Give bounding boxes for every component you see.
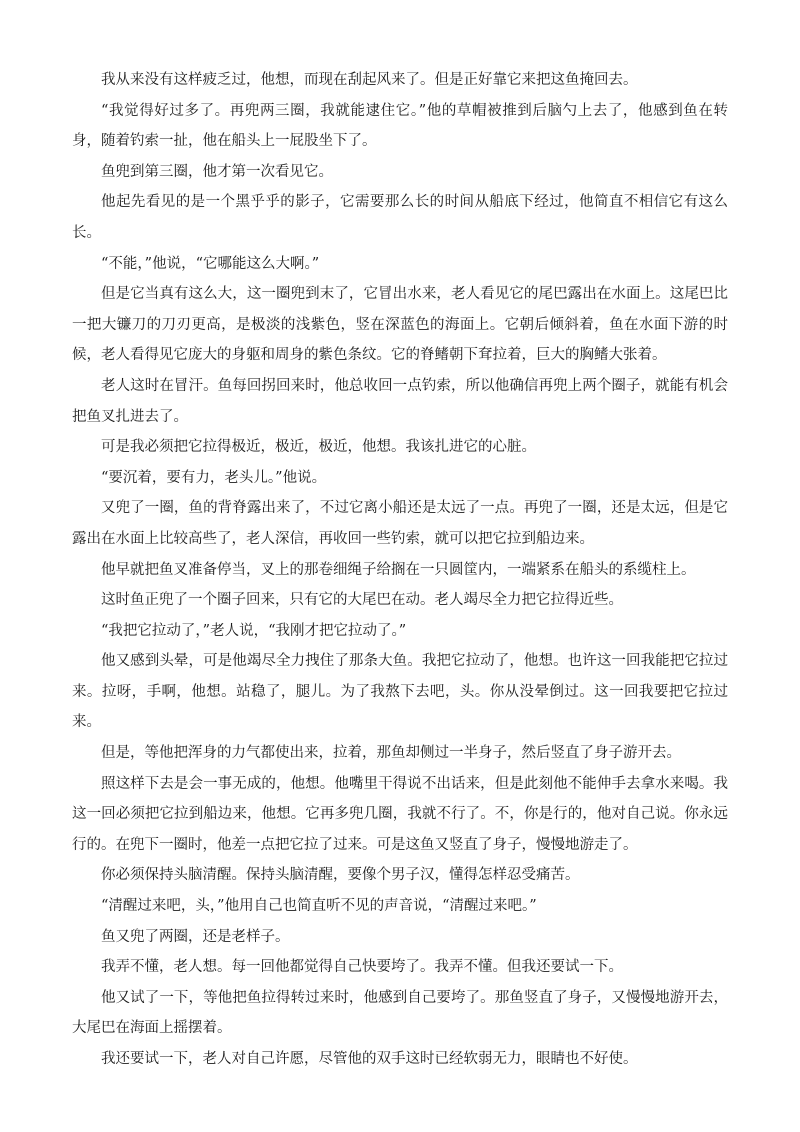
paragraph: 你必须保持头脑清醒。保持头脑清醒，要像个男子汉，懂得怎样忍受痛苦。 [101,867,580,884]
paragraph: 又兜了一圈，鱼的背脊露出来了，不过它离小船还是太远了一点。再兜了一圈，还是太远，但是它露出在水面上比较高些了，老人深信，再收回一些钓索，就可以把它拉到船边来。 [72,500,728,547]
paragraph: 照这样下去是会一事无成的，他想。他嘴里干得说不出话来，但是此刻他不能伸手去拿水来喝。我这一回必须把它拉到船边来，他想。它再多兜几圈，我就不行了。不，你是行的，他对自己说。你永远行的。在兜下一圈时，他差一点把它拉了过来。可是这鱼又竖直了身子，慢慢地游走了。 [72,775,728,853]
paragraph: “我觉得好过多了。再兜两三圈，我就能逮住它。”他的草帽被推到后脑勺上去了，他感到鱼在转身，随着钓索一扯，他在船头上一屁股坐下了。 [72,102,728,150]
paragraph: “清醒过来吧，头，”他用自己也简直听不见的声音说，“清醒过来吧。” [101,898,537,915]
paragraph: 这时鱼正兜了一个圈子回来，只有它的大尾巴在动。老人竭尽全力把它拉得近些。 [101,592,623,609]
paragraph: 他又感到头晕，可是他竭尽全力拽住了那条大鱼。我把它拉动了，他想。也许这一回我能把它拉过来。拉呀，手啊，他想。站稳了，腿儿。为了我熬下去吧，头。你从没晕倒过。这一回我要把它拉过来。 [72,653,728,731]
paragraph: 我从来没有这样疲乏过，他想，而现在刮起风来了。但是正好靠它来把这鱼掩回去。 [101,72,638,88]
paragraph: 可是我必须把它拉得极近，极近，极近，他想。我该扎进它的心脏。 [101,439,536,456]
paragraph: 鱼兜到第三圈，他才第一次看见它。 [101,163,333,180]
paragraph: 他起先看见的是一个黑乎乎的影子，它需要那么长的时间从船底下经过，他简直不相信它有这么长。 [72,194,728,241]
body-text [72,65,728,1075]
paragraph: 鱼又兜了两圈，还是老样子。 [101,928,290,945]
paragraph: 他早就把鱼叉准备停当，叉上的那卷细绳子给搁在一只圆筐内，一端紧系在船头的系缆柱上。 [101,561,696,578]
paragraph: “不能，”他说，“它哪能这么大啊。” [101,255,320,272]
paragraph: “要沉着，要有力，老头儿。”他说。 [101,469,327,486]
paragraph: 但是，等他把浑身的力气都使出来，拉着，那鱼却侧过一半身子，然后竖直了身子游开去。 [101,745,681,762]
paragraph: “我把它拉动了，”老人说，“我刚才把它拉动了。” [101,622,407,639]
paragraph: 他又试了一下，等他把鱼拉得转过来时，他感到自己要垮了。那鱼竖直了身子，又慢慢地游开去，大尾巴在海面上摇摆着。 [72,989,728,1037]
paragraph: 但是它当真有这么大，这一圈兜到末了，它冒出水来，老人看见它的尾巴露出在水面上。这尾巴比一把大镰刀的刀刃更高，是极淡的浅紫色，竖在深蓝色的海面上。它朝后倾斜着，鱼在水面下游的时候，老人看得见它庞大的身躯和周身的紫色条纹。它的脊鳍朝下耷拉着，巨大的胸鳍大张着。 [72,286,728,364]
paragraph: 我弄不懂，老人想。每一回他都觉得自己快要垮了。我弄不懂。但我还要试一下。 [101,959,623,976]
paragraph: 老人这时在冒汗。鱼每回拐回来时，他总收回一点钓索，所以他确信再兜上两个圈子，就能有机会把鱼叉扎进去了。 [72,377,728,425]
paragraph: 我还要试一下，老人对自己许愿，尽管他的双手这时已经软弱无力，眼睛也不好使。 [101,1051,638,1067]
